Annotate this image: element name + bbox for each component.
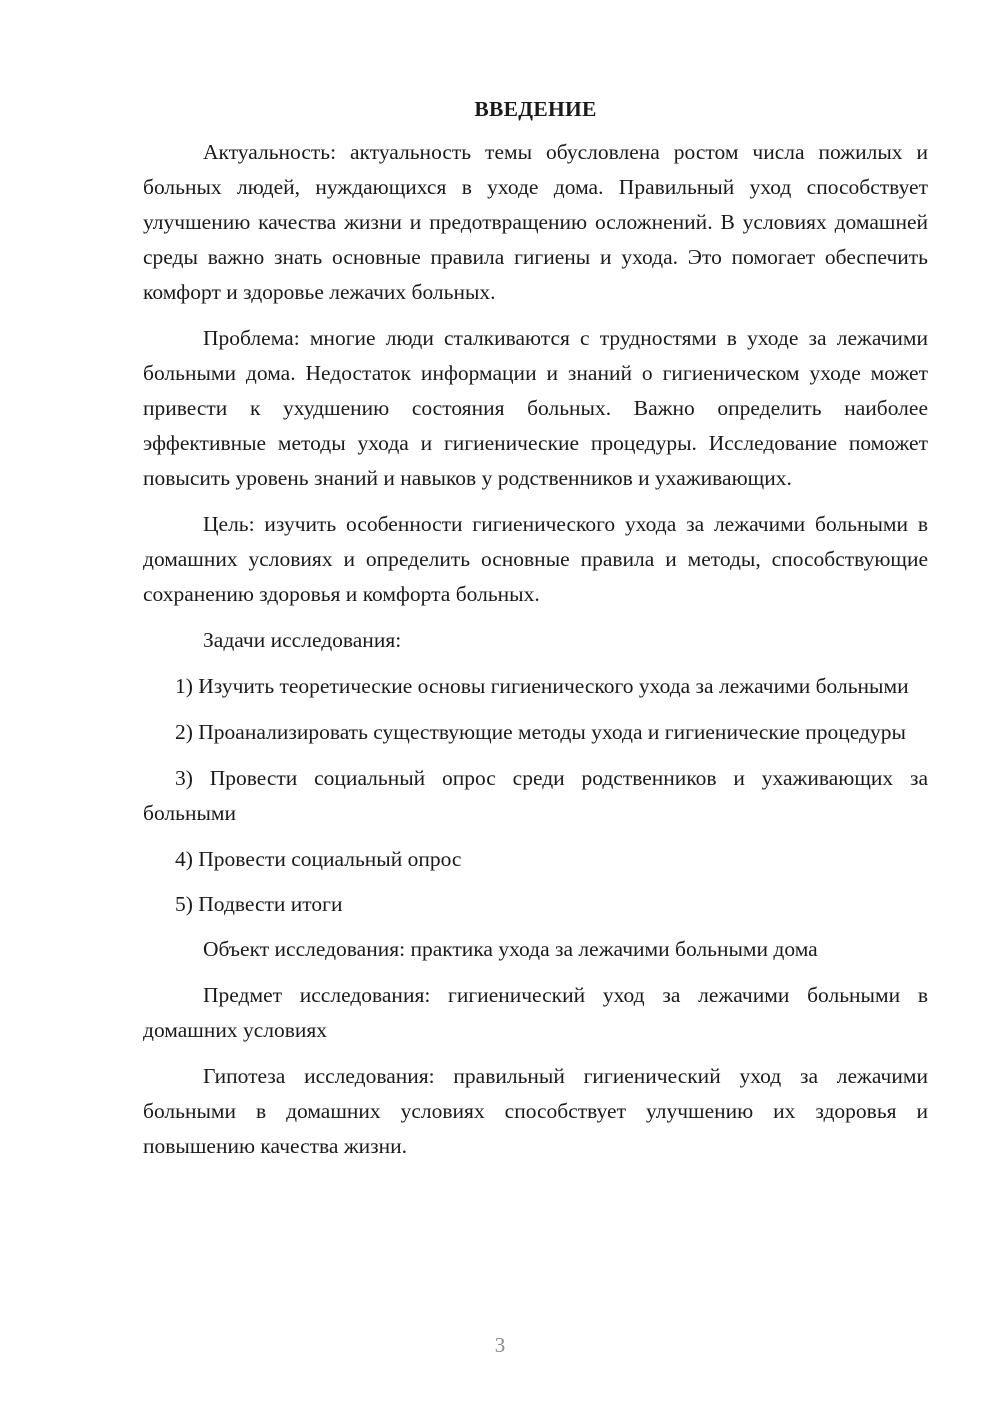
task-item-1: 1) Изучить теоретические основы гигиенического ухода за лежачими больными — [175, 674, 909, 698]
object-paragraph: Объект исследования: практика ухода за лежачими больными дома — [203, 937, 818, 961]
page-title: ВВЕДЕНИЕ — [474, 97, 597, 121]
hypothesis-paragraph: Гипотеза исследования: правильный гигиенический уход за лежачими больными в домашних условиях способствует улучшению их здоровья и повышению качества жизни. — [143, 1064, 928, 1158]
document-page — [143, 92, 928, 1164]
problem-paragraph: Проблема: многие люди сталкиваются с трудностями в уходе за лежачими больными дома. Недостаток информации и знаний о гигиеническом уходе может привести к ухудшению состояния больных. Важно определить наиболее эффективные методы ухода и гигиенические процедуры. Исследование поможет повысить уровень знаний и навыков у родственников и ухаживающих. — [143, 326, 928, 490]
tasks-heading: Задачи исследования: — [203, 628, 402, 652]
relevance-paragraph: Актуальность: актуальность темы обусловлена ростом числа пожилых и больных людей, нуждающихся в уходе дома. Правильный уход способствует улучшению качества жизни и предотвращению осложнений. В условиях домашней среды важно знать основные правила гигиены и ухода. Это помогает обеспечить комфорт и здоровье лежачих больных. — [143, 140, 928, 304]
subject-paragraph: Предмет исследования: гигиенический уход за лежачими больными в домашних условиях — [143, 983, 928, 1042]
task-item-4: 4) Провести социальный опрос — [175, 847, 462, 871]
goal-paragraph: Цель: изучить особенности гигиенического ухода за лежачими больными в домашних условиях и определить основные правила и методы, способствующие сохранению здоровья и комфорта больных. — [143, 512, 928, 606]
task-item-3: 3) Провести социальный опрос среди родственников и ухаживающих за больными — [143, 766, 928, 825]
page-number: 3 — [494, 1333, 506, 1357]
task-item-2: 2) Проанализировать существующие методы ухода и гигиенические процедуры — [175, 720, 906, 744]
task-item-5: 5) Подвести итоги — [175, 892, 343, 916]
